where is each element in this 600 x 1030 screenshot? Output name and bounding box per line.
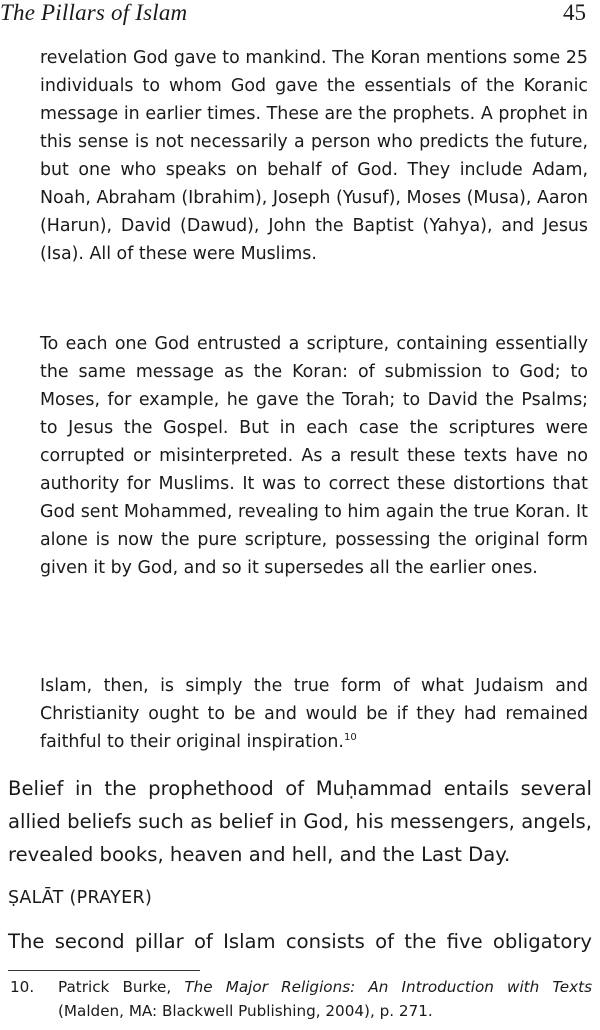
footnote-book-title: The Major Religions: An Introduction with Texts bbox=[184, 978, 592, 996]
block-quote-paragraph-1: revelation God gave to mankind. The Koran mentions some 25 individuals to whom God gave the essentials of the Koranic message in earlier times. These are the prophets. A prophet in this sense is not necessarily a person who predicts the future, but one who speaks on behalf of God. They include Adam, Noah, Abraham (Ibrahim), Joseph (Yusuf), Moses (Musa), Aaron (Harun), David (Dawud), John the Baptist (Yahya), and Jesus (Isa). All of these were Muslims. bbox=[40, 48, 588, 264]
running-title: The Pillars of Islam bbox=[0, 0, 188, 25]
block-quote-paragraph-3-text: Islam, then, is simply the true form of what Judaism and Christianity ought to be and would be if they had remained faithful to their original inspiration. bbox=[40, 676, 588, 752]
body-paragraph-1: Belief in the prophethood of Muḥammad entails several allied beliefs such as belief in God, his messengers, angels, revealed books, heaven and hell, and the Last Day. bbox=[8, 777, 592, 866]
footnote-author: Patrick Burke, bbox=[58, 978, 185, 996]
footnote bbox=[8, 975, 592, 1023]
page-number: 45 bbox=[563, 0, 586, 25]
block-quote-paragraph-3 bbox=[40, 672, 588, 756]
footnote-publication: (Malden, MA: Blackwell Publishing, 2004), p. 271. bbox=[58, 1002, 433, 1020]
footnote-number: 10. bbox=[10, 978, 35, 996]
section-heading: ṢALĀT (PRAYER) bbox=[8, 888, 153, 908]
body-paragraph-2: The second pillar of Islam consists of the five obligatory bbox=[8, 930, 592, 953]
footnote-divider bbox=[8, 970, 200, 971]
footnote-reference: 10 bbox=[343, 732, 357, 743]
footnote-text bbox=[58, 975, 592, 1023]
block-quote-paragraph-2: To each one God entrusted a scripture, containing essentially the same message as the Koran: of submission to God; to Moses, for example, he gave the Torah; to David the Psalms; to Jesus the Gospel. But in each case the scriptures were corrupted or misinterpreted. As a result these texts have no authority for Muslims. It was to correct these distortions that God sent Mohammed, revealing to him again the true Koran. It alone is now the pure scripture, possessing the original form given it by God, and so it supersedes all the earlier ones. bbox=[40, 334, 588, 578]
